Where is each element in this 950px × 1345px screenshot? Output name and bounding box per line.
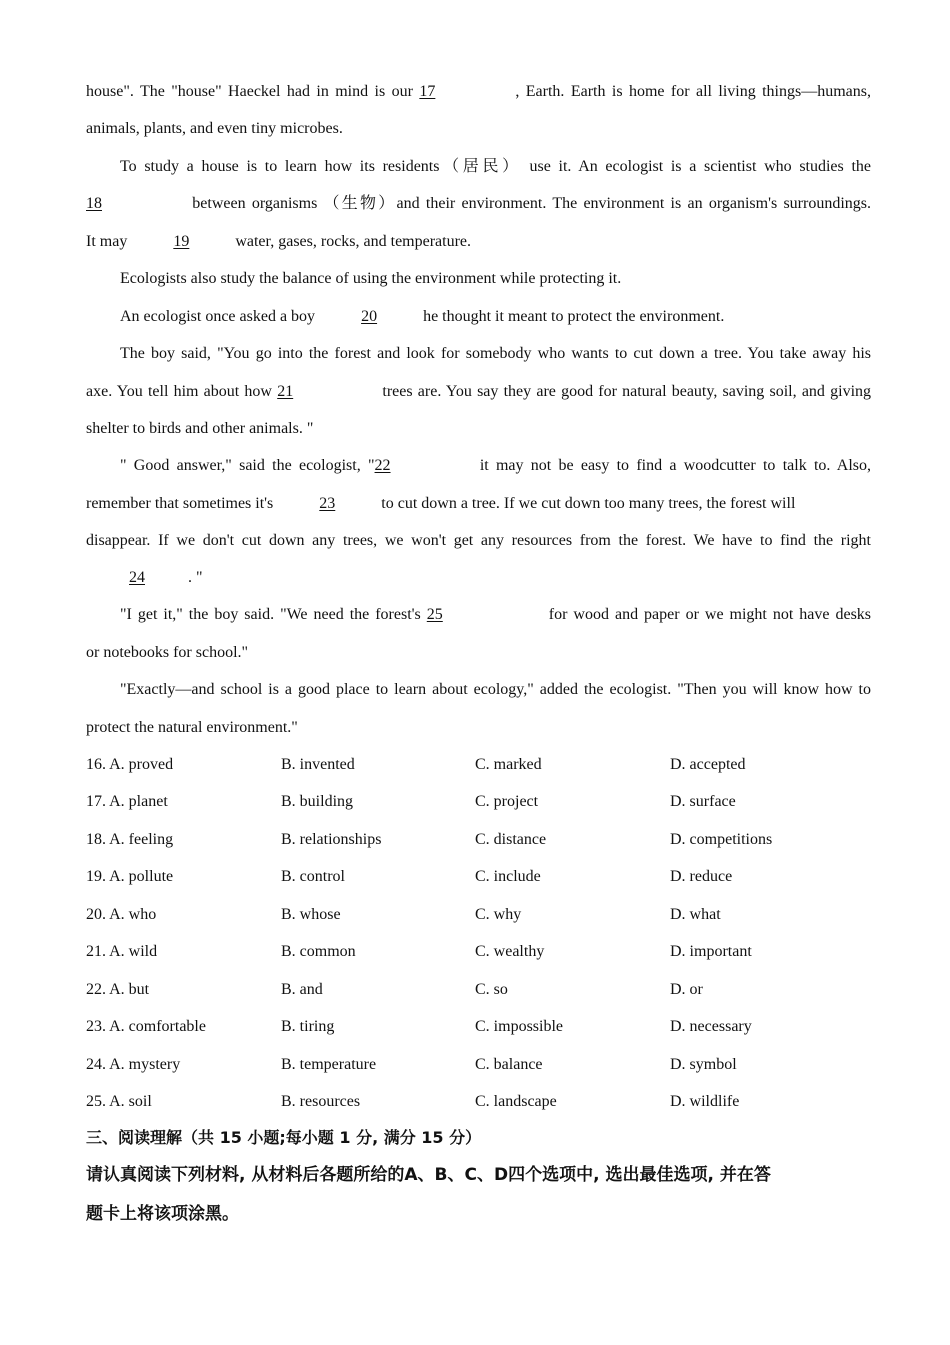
option-row <box>86 1016 871 1038</box>
option-c: C. balance <box>475 1056 543 1073</box>
option-d: D. symbol <box>670 1056 737 1073</box>
section-heading: 三、阅读理解（共 15 小题;每小题 1 分, 满分 15 分） <box>86 1128 482 1147</box>
blank-24: 24 <box>129 569 145 586</box>
option-a: 23. A. comfortable <box>86 1018 206 1035</box>
option-b: B. temperature <box>281 1056 377 1073</box>
option-row <box>86 1054 871 1076</box>
option-b: B. and <box>281 981 323 998</box>
option-row <box>86 866 871 888</box>
option-row <box>86 1091 871 1113</box>
option-d: D. important <box>670 943 752 960</box>
passage-line: "Exactly—and school is a good place to learn about ecology," added the ecologist. "Then you will know how to <box>120 681 871 698</box>
blank-19: 19 <box>173 233 190 250</box>
option-b: B. relationships <box>281 831 382 848</box>
option-b: B. building <box>281 793 354 810</box>
option-c: C. wealthy <box>475 943 545 960</box>
passage-line: animals, plants, and even tiny microbes. <box>86 120 343 137</box>
option-c: C. project <box>475 793 539 810</box>
option-row <box>86 904 871 926</box>
option-a: 17. A. planet <box>86 793 168 810</box>
passage-line: house". The "house" Haeckel had in mind is our 17 , Earth. Earth is home for all living things—humans, <box>86 81 871 103</box>
option-a: 16. A. proved <box>86 756 174 773</box>
option-d: D. surface <box>670 793 736 810</box>
option-b: B. whose <box>281 906 341 923</box>
option-a: 22. A. but <box>86 981 150 998</box>
option-c: C. landscape <box>475 1093 557 1110</box>
option-c: C. marked <box>475 756 542 773</box>
passage-line: remember that sometimes it's 23 to cut down a tree. If we cut down too many trees, the forest will <box>86 493 871 515</box>
passage-line: The boy said, "You go into the forest and look for somebody who wants to cut down a tree. You take away his <box>120 345 871 362</box>
option-d: D. necessary <box>670 1018 752 1035</box>
option-a: 21. A. wild <box>86 943 158 960</box>
passage-line: To study a house is to learn how its residents（居民） use it. An ecologist is a scientist who studies the <box>120 158 871 175</box>
option-b: B. common <box>281 943 356 960</box>
option-d: D. wildlife <box>670 1093 740 1110</box>
blank-21: 21 <box>277 383 294 400</box>
blank-17: 17 <box>419 83 436 100</box>
section-instructions: 请认真阅读下列材料, 从材料后各题所给的A、B、C、D四个选项中, 选出最佳选项, 并在答 <box>86 1165 771 1185</box>
option-c: C. impossible <box>475 1018 564 1035</box>
passage-line: 18 between organisms （生物）and their environment. The environment is an organism's surroundings. <box>86 193 871 215</box>
section-instructions: 题卡上将该项涂黑。 <box>86 1204 239 1224</box>
option-d: D. or <box>670 981 703 998</box>
option-a: 18. A. feeling <box>86 831 174 848</box>
blank-18: 18 <box>86 195 102 212</box>
option-a: 20. A. who <box>86 906 157 923</box>
option-d: D. accepted <box>670 756 746 773</box>
option-c: C. distance <box>475 831 547 848</box>
passage-line: shelter to birds and other animals. " <box>86 420 314 437</box>
blank-23: 23 <box>319 495 336 512</box>
option-d: D. competitions <box>670 831 773 848</box>
option-b: B. tiring <box>281 1018 335 1035</box>
blank-25: 25 <box>426 606 443 623</box>
option-b: B. invented <box>281 756 355 773</box>
option-b: B. resources <box>281 1093 361 1110</box>
blank-20: 20 <box>361 308 378 325</box>
option-row <box>86 979 871 1001</box>
option-row <box>86 941 871 963</box>
passage-line: It may 19 water, gases, rocks, and temperature. <box>86 231 871 253</box>
blank-22: 22 <box>374 457 391 474</box>
passage-line: "I get it," the boy said. "We need the forest's 25 for wood and paper or we might not have desks <box>120 604 871 626</box>
passage-line: An ecologist once asked a boy 20 he thought it meant to protect the environment. <box>120 306 871 328</box>
option-c: C. include <box>475 868 541 885</box>
option-d: D. reduce <box>670 868 733 885</box>
passage-line: protect the natural environment." <box>86 719 298 736</box>
option-a: 19. A. pollute <box>86 868 174 885</box>
option-row <box>86 754 871 776</box>
passage-line: Ecologists also study the balance of using the environment while protecting it. <box>120 270 622 287</box>
option-c: C. so <box>475 981 508 998</box>
passage-line: axe. You tell him about how 21 trees are. You say they are good for natural beauty, saving soil, and giving <box>86 381 871 403</box>
passage-line: disappear. If we don't cut down any trees, we won't get any resources from the forest. We have to find the right <box>86 532 871 549</box>
option-a: 24. A. mystery <box>86 1056 181 1073</box>
option-a: 25. A. soil <box>86 1093 152 1110</box>
passage-line: 24 . " <box>86 567 871 589</box>
option-c: C. why <box>475 906 522 923</box>
option-b: B. control <box>281 868 345 885</box>
passage-line: or notebooks for school." <box>86 644 249 661</box>
passage-line: " Good answer," said the ecologist, "22 it may not be easy to find a woodcutter to talk to. Also, <box>120 455 871 477</box>
option-row <box>86 791 871 813</box>
option-d: D. what <box>670 906 721 923</box>
option-row <box>86 829 871 851</box>
